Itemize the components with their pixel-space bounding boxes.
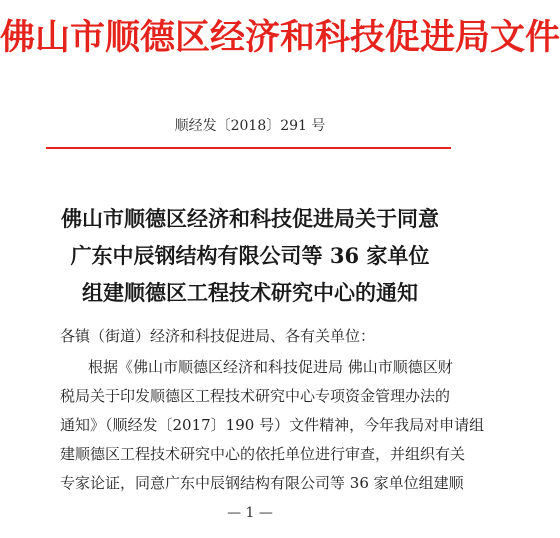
body-line: 根据《佛山市顺德区经济和科技促进局 佛山市顺德区财	[88, 358, 453, 376]
body-line: 专家论证，同意广东中辰钢结构有限公司等 36 家单位组建顺	[60, 474, 464, 492]
body-line: 建顺德区工程技术研究中心的依托单位进行审查，并组织有关	[60, 445, 466, 463]
issuing-authority-header: 佛山市顺德区经济和科技促进局文件	[0, 17, 560, 58]
body-paragraph	[60, 353, 485, 498]
notice-title-line: 广东中辰钢结构有限公司等 36 家单位	[70, 243, 430, 268]
notice-title-line: 佛山市顺德区经济和科技促进局关于同意	[61, 206, 439, 231]
body-line: 通知》（顺经发〔2017〕190 号）文件精神，今年我局对申请组	[60, 416, 485, 434]
page-number: — 1 —	[227, 505, 273, 521]
document-number: 顺经发〔2018〕291 号	[174, 118, 326, 134]
body-line: 税局关于印发顺德区工程技术研究中心专项资金管理办法的	[60, 387, 451, 405]
notice-title-line: 组建顺德区工程技术研究中心的通知	[82, 280, 418, 305]
notice-title	[0, 200, 500, 311]
red-divider-line	[46, 147, 451, 149]
salutation: 各镇（街道）经济和科技促进局、各有关单位：	[60, 327, 376, 345]
